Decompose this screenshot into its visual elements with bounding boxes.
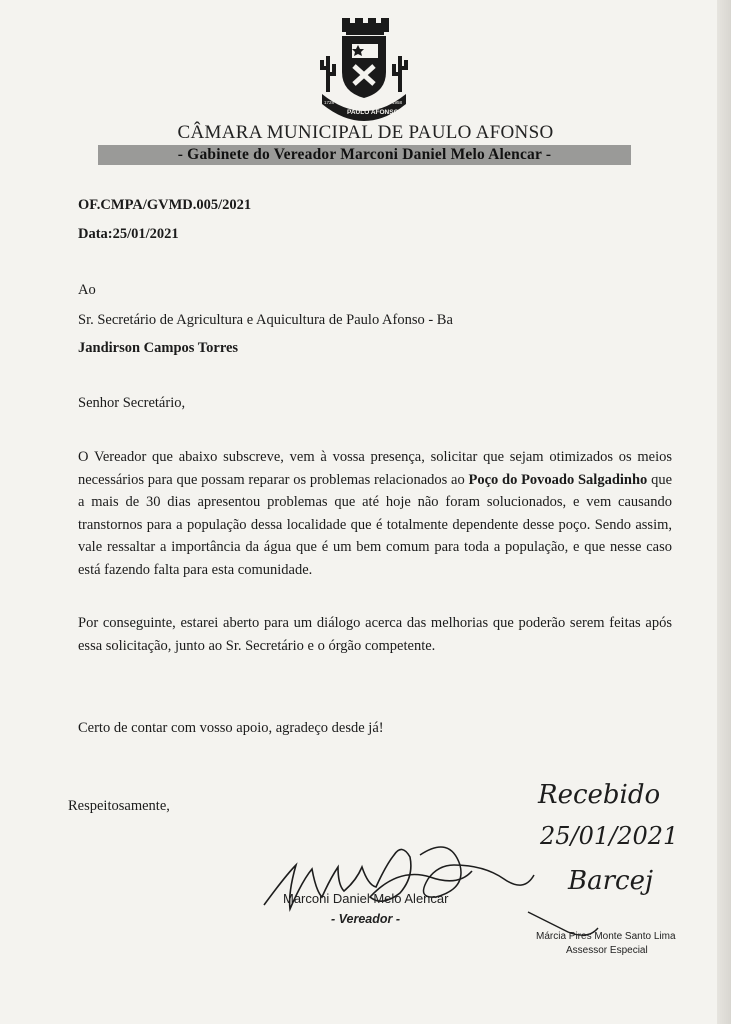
reference-number: OF.CMPA/GVMD.005/2021 bbox=[78, 197, 252, 213]
received-note: Recebido bbox=[538, 780, 661, 810]
salutation: Senhor Secretário, bbox=[78, 395, 186, 411]
recipient-name: Jandirson Campos Torres bbox=[78, 340, 239, 356]
signer-name: Marconi Daniel Melo Alencar bbox=[283, 891, 449, 906]
received-initials: Barcej bbox=[568, 866, 654, 896]
assistant-name: Márcia Pires Monte Santo Lima bbox=[536, 931, 676, 942]
recipient-title: Sr. Secretário de Agricultura e Aquicultura de Paulo Afonso - Ba bbox=[78, 312, 453, 328]
received-date: 25/01/2021 bbox=[540, 822, 679, 850]
signer-role: - Vereador - bbox=[331, 912, 401, 926]
crest-city-text: PAULO AFONSO bbox=[347, 109, 399, 116]
municipal-crest-icon bbox=[318, 14, 410, 126]
reference-date: Data:25/01/2021 bbox=[78, 226, 179, 242]
page-edge-shadow bbox=[717, 0, 731, 1024]
body-p1-part1: O Vereador que abaixo subscreve, vem à vossa presença, solicitar que sejam otimizados os meios necessários para que possam reparar os problemas relacionados ao bbox=[78, 449, 672, 488]
recipient-to: Ao bbox=[78, 282, 96, 298]
crest-year-right: 1958 bbox=[392, 100, 403, 105]
crest-year-left: 1728 bbox=[324, 100, 335, 105]
closing-word: Respeitosamente, bbox=[68, 798, 170, 814]
body-paragraph-2: Por conseguinte, estarei aberto para um diálogo acerca das melhorias que poderão serem feitas após essa solicitação, junto ao Sr. Secretário e o órgão competente. bbox=[78, 615, 672, 654]
body-p1-bold: Poço do Povoado Salgadinho bbox=[468, 471, 648, 488]
body-paragraph-1 bbox=[78, 446, 672, 581]
chamber-name: CÂMARA MUNICIPAL DE PAULO AFONSO bbox=[177, 122, 554, 143]
closing-line: Certo de contar com vosso apoio, agradeço desde já! bbox=[78, 720, 384, 736]
assistant-role: Assessor Especial bbox=[566, 945, 648, 956]
body-p1-part2: que a mais de 30 dias apresentou problemas que até hoje não foram solucionados, e vem causando transtornos para a população dessa localidade que é totalmente dependente desse poço. Sendo assim, vale ressaltar a importância da água que é um bem comum para toda a população, e que nesse caso está fazendo falta para esta comunidade. bbox=[78, 471, 672, 578]
cabinet-banner: - Gabinete do Vereador Marconi Daniel Melo Alencar - bbox=[98, 145, 631, 165]
